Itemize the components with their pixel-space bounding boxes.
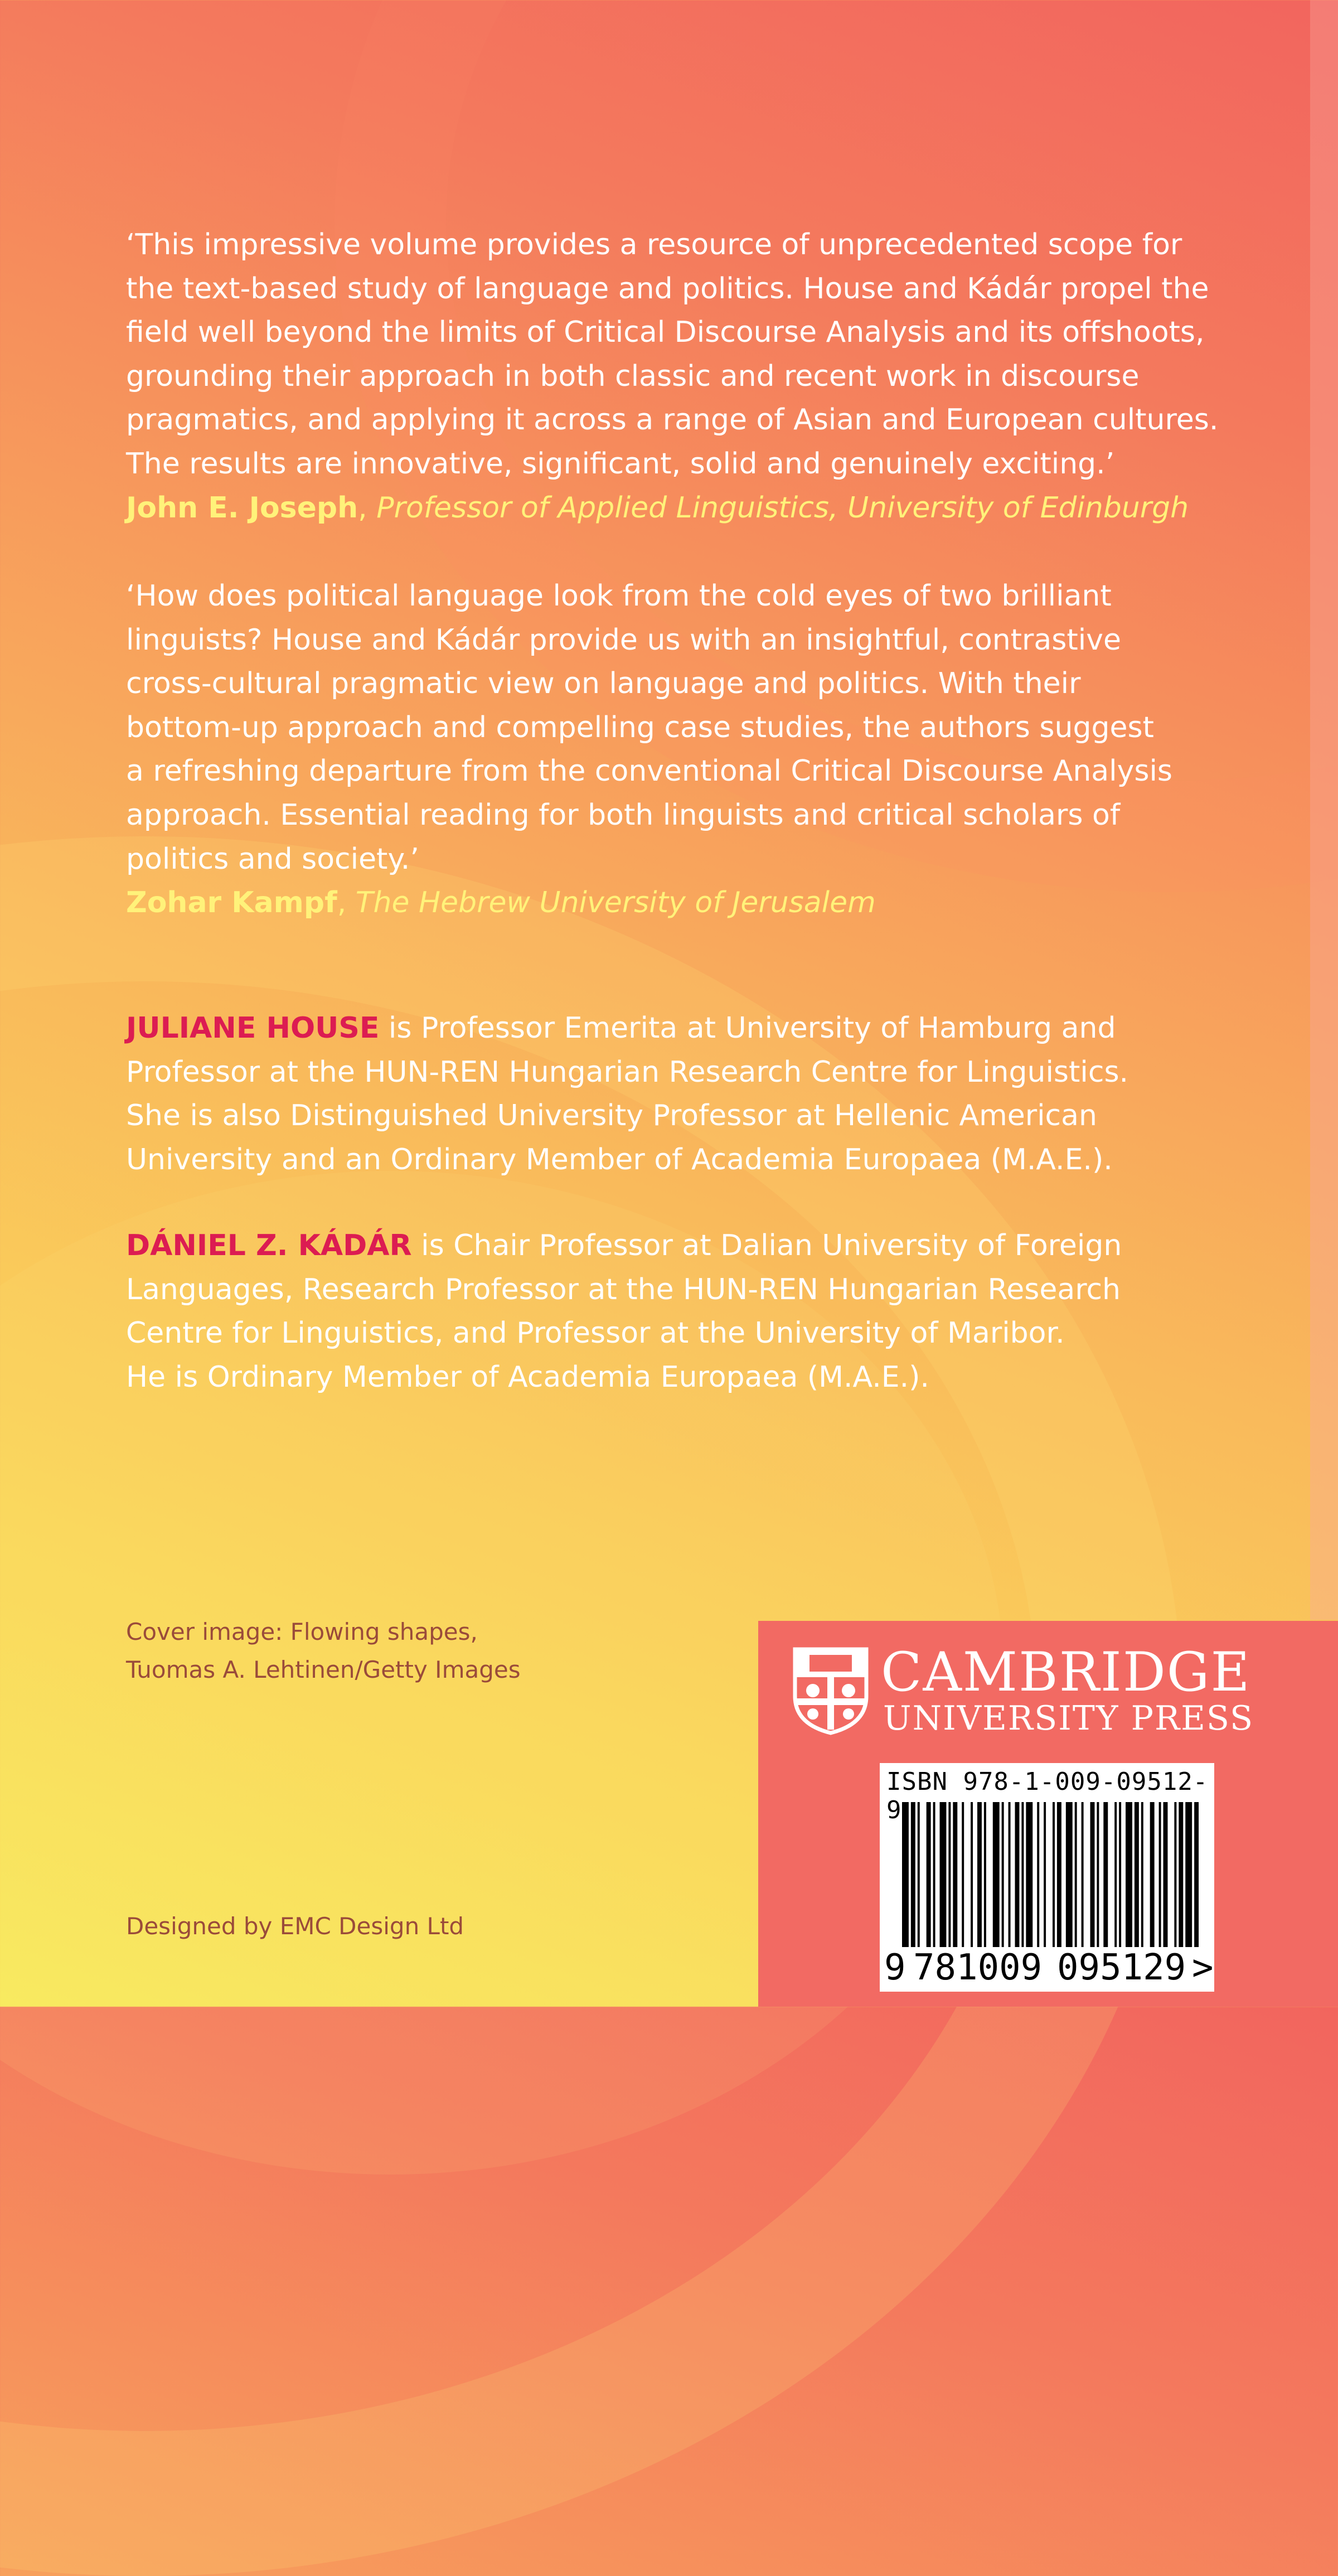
bio-line: She is also Distinguished University Professor at Hellenic American — [126, 1099, 1097, 1133]
credit-line: Cover image: Flowing shapes, — [126, 1618, 478, 1645]
barcode-bars — [902, 1802, 1203, 1947]
quote-line: cross-cultural pragmatic view on language and politics. With their — [126, 667, 1081, 701]
quote-line: politics and society.’ — [126, 842, 419, 876]
bio-line: University and an Ordinary Member of Academia Europaea (M.A.E.). — [126, 1142, 1113, 1176]
bio-line: He is Ordinary Member of Academia Europaea (M.A.E.). — [126, 1360, 929, 1394]
quote-line: The results are innovative, significant, solid and genuinely exciting.’ — [126, 447, 1115, 481]
quote-line: field well beyond the limits of Critical Discourse Analysis and its offshoots, — [126, 316, 1205, 350]
bio-line — [126, 1006, 1219, 1050]
ean-group-2: 095129 — [1057, 1947, 1186, 1988]
author-bio-house — [126, 1006, 1219, 1182]
publisher-wordmark — [881, 1641, 1254, 1738]
bio-line: Languages, Research Professor at the HUN-REN Hungarian Research — [126, 1272, 1121, 1306]
quote-line: a refreshing departure from the conventional Critical Discourse Analysis — [126, 754, 1173, 788]
endorser-name: John E. Joseph — [126, 491, 358, 525]
isbn-label: ISBN 978-1-009-09512-9 — [886, 1768, 1209, 1824]
author-name: JULIANE HOUSE — [126, 1011, 380, 1045]
ean-lead-digit: 9 — [884, 1947, 906, 1988]
spine-edge — [1310, 0, 1338, 1620]
ean-end-mark: > — [1192, 1947, 1214, 1988]
quote-attribution — [126, 881, 1219, 925]
bio-line: Centre for Linguistics, and Professor at the University of Maribor. — [126, 1316, 1065, 1350]
publisher-panel — [758, 1621, 1338, 2007]
author-bio-kadar — [126, 1224, 1219, 1399]
quote-line: grounding their approach in both classic and recent work in discourse — [126, 359, 1140, 393]
quote-attribution — [126, 486, 1219, 530]
cambridge-crest-icon — [792, 1646, 870, 1735]
credit-line: Tuomas A. Lehtinen/Getty Images — [126, 1656, 521, 1683]
quote-line: ‘This impressive volume provides a resource of unprecedented scope for — [126, 228, 1182, 262]
quote-line: ‘How does political language look from the cold eyes of two brilliant — [126, 579, 1112, 613]
endorsement-quote-1 — [126, 223, 1219, 530]
bio-text: is Professor Emerita at University of Hamburg and — [379, 1011, 1116, 1045]
bio-line: Professor at the HUN-REN Hungarian Research Centre for Linguistics. — [126, 1055, 1129, 1089]
quote-line: approach. Essential reading for both linguists and critical scholars of — [126, 798, 1121, 832]
quote-line: bottom-up approach and compelling case studies, the authors suggest — [126, 710, 1154, 744]
endorser-role: Professor of Applied Linguistics, University of Edinburgh — [376, 491, 1189, 525]
bio-text: is Chair Professor at Dalian University of Foreign — [411, 1229, 1122, 1262]
quote-line: the text-based study of language and politics. House and Kádár propel the — [126, 272, 1209, 306]
bio-line — [126, 1224, 1219, 1268]
isbn-barcode — [880, 1763, 1214, 1992]
cover-image-credit — [126, 1613, 521, 1689]
designer-credit: Designed by EMC Design Ltd — [126, 1912, 464, 1940]
ean-group-1: 781009 — [913, 1947, 1043, 1988]
endorsement-quote-2 — [126, 574, 1219, 925]
endorser-role: The Hebrew University of Jerusalem — [355, 886, 876, 920]
quote-line: pragmatics, and applying it across a range of Asian and European cultures. — [126, 403, 1219, 437]
attribution-separator: , — [358, 491, 377, 525]
publisher-name-line: UNIVERSITY PRESS — [883, 1699, 1254, 1738]
publisher-name-line: CAMBRIDGE — [881, 1641, 1251, 1703]
quote-line: linguists? House and Kádár provide us with an insightful, contrastive — [126, 623, 1121, 657]
endorser-name: Zohar Kampf — [126, 886, 337, 920]
author-name: DÁNIEL Z. KÁDÁR — [126, 1229, 412, 1262]
attribution-separator: , — [337, 886, 356, 920]
